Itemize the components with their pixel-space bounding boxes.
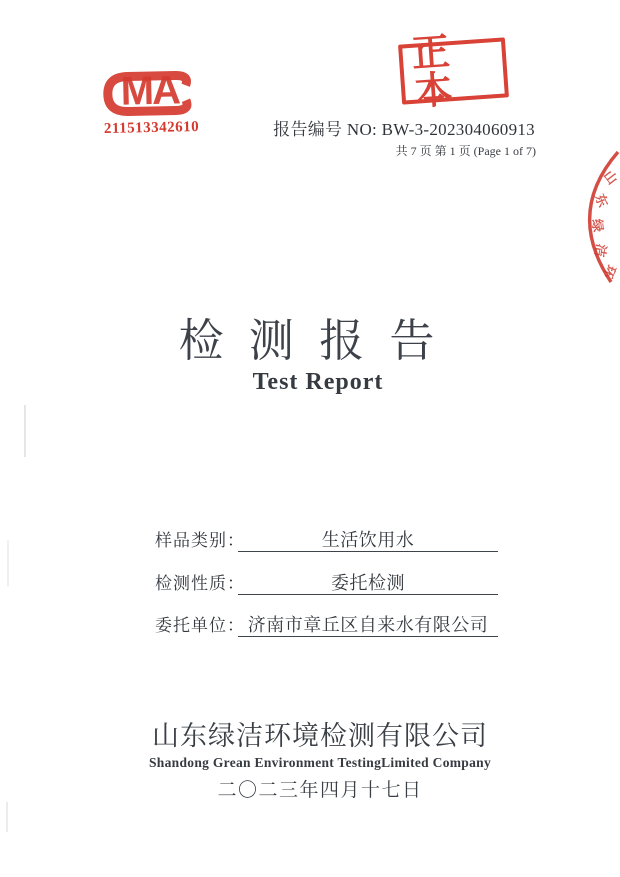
seal-character: 环 bbox=[600, 262, 620, 281]
field-underline bbox=[238, 570, 498, 595]
page-count-info: 共 7 页 第 1 页 (Page 1 of 7) bbox=[395, 144, 536, 158]
field-row-client-unit bbox=[155, 612, 505, 638]
seal-character: 绿 bbox=[589, 218, 606, 233]
field-value: 生活饮用水 bbox=[321, 530, 415, 550]
field-label: 检测性质： bbox=[155, 574, 245, 593]
field-value: 委托检测 bbox=[331, 573, 405, 593]
field-underline bbox=[238, 612, 498, 637]
original-copy-stamp bbox=[398, 30, 509, 114]
original-copy-stamp-label: 正本 bbox=[410, 30, 463, 114]
company-name-en: Shandong Grean Environment TestingLimited Company bbox=[148, 755, 492, 770]
field-value: 济南市章丘区自来水有限公司 bbox=[247, 615, 489, 635]
report-date: 二〇二三年四月十七日 bbox=[217, 780, 423, 801]
cma-stamp-number: 211513342610 bbox=[103, 118, 200, 137]
field-label: 样品类别： bbox=[155, 531, 245, 550]
field-row-test-nature bbox=[155, 570, 505, 596]
field-underline bbox=[238, 527, 498, 552]
report-title-zh: 检 测 报 告 bbox=[178, 316, 442, 366]
company-seal-partial bbox=[578, 149, 620, 285]
seal-character: 东 bbox=[592, 191, 611, 210]
cma-stamp-letters: MA bbox=[120, 68, 180, 114]
company-name-zh: 山东绿洁环境检测有限公司 bbox=[152, 721, 488, 751]
seal-character: 洁 bbox=[591, 242, 610, 259]
scan-artifact bbox=[6, 802, 8, 832]
field-row-sample-category bbox=[155, 527, 505, 553]
scan-artifact bbox=[24, 405, 26, 457]
report-number: 报告编号 NO: BW-3-202304060913 bbox=[273, 120, 535, 139]
seal-character: 山 bbox=[600, 167, 620, 188]
scan-artifact bbox=[7, 540, 9, 586]
field-label: 委托单位： bbox=[155, 616, 245, 635]
report-title-en: Test Report bbox=[252, 369, 384, 395]
